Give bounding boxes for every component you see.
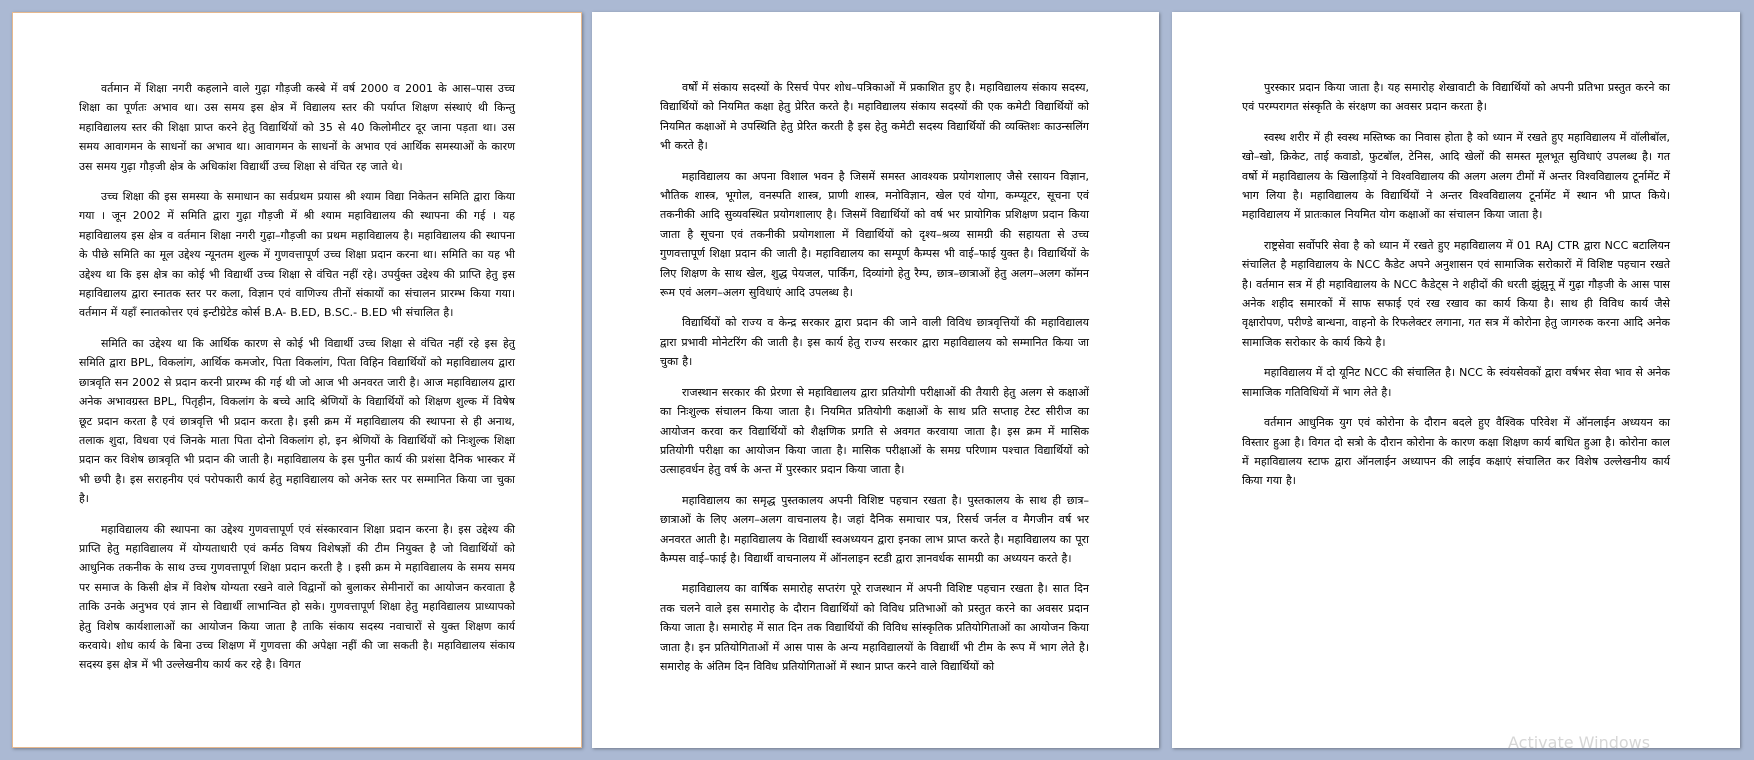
- activation-watermark: Activate Windows: [1508, 733, 1651, 752]
- paragraph: राजस्थान सरकार की प्रेरणा से महाविद्यालय द्वारा प्रतियोगी परीक्षाओं की तैयारी हेतु अलग से कक्षाओं का निःशुल्क संचालन किया जाता है। नियमित प्रतियोगी कक्षाओं के साथ प्रति सप्ताह टेस्ट सीरीज का आयोजन करवा कर विद्यार्थियों को शैक्षणिक प्रगति से अवगत करवाया जाता है। इस क्रम में मासिक प्रतियोगी परीक्षा का आयोजन किया जाता है। मासिक परीक्षाओं के समग्र परिणाम पश्चात विद्यार्थियों को उत्साहवर्धन हेतु वर्ष के अन्त में पुरस्कार प्रदान किया जाता है।: [660, 385, 1089, 477]
- paragraph: वर्षों में संकाय सदस्यों के रिसर्च पेपर शोध–पत्रिकाओं में प्रकाशित हुए है। महाविद्यालय संकाय सदस्य, विद्यार्थियों को नियमित कक्षा हेतु प्रेरित करते है। महाविद्यालय संकाय सदस्यों की एक कमेटी विद्यार्थियों को नियमित कक्षाओं मे उपस्थिति हेतु प्रेरित करती है इस हेतु कमेटी सदस्य विद्यार्थियों की व्यक्तिशः काउन्सलिंग भी करते है।: [660, 81, 1089, 153]
- paragraph: उच्च शिक्षा की इस समस्या के समाधान का सर्वप्रथम प्रयास श्री श्याम विद्या निकेतन समिति द्वारा किया गया । जून 2002 में समिति द्वारा गुढ़ा गौड़जी में श्री श्याम महाविद्यालय की स्थापना की गई । यह महाविद्यालय इस क्षेत्र व वर्तमान शिक्षा नगरी गुढ़ा–गौड़जी का प्रथम महाविद्यालय है। महाविद्यालय की स्थापना के पीछे समिति का मूल उद्देश्य न्यूनतम शुल्क में गुणवत्तापूर्ण उच्च शिक्षा प्रदान करना था। समिति का यह भी उद्देश्य था कि इस क्षेत्र का कोई भी विद्यार्थी उच्च शिक्षा से वंचित नहीं रहे। उपर्युक्त उद्देश्य की प्राप्ति हेतु इस महाविद्यालय द्वारा स्नातक स्तर पर कला, विज्ञान एवं वाणिज्य तीनों संकायों का संचालन प्रारम्भ किया गया। वर्तमान में यहाँ स्नातकोत्तर एवं इन्टीग्रेटेड कोर्स B.A- B.ED, B.SC.- B.ED भी संचालित है।: [79, 190, 515, 320]
- paragraph: राष्ट्रसेवा सर्वोपरि सेवा है को ध्यान में रखते हुए महाविद्यालय में 01 RAJ CTR द्वारा NCC बटालियन संचालित है महाविद्यालय के NCC कैडेट अपने अनुशासन एवं सामाजिक सरोकारों में विशिष्ट पहचान रखते है। वर्तमान सत्र में ही महाविद्यालय के NCC कैडेट्स ने शहीदों की धरती झुंझुनू में गुढ़ा गौड़जी के आस पास अनेक शहीद समारकों में साफ सफाई एवं रख रखाव का कार्य किया है। साथ ही विविध कार्य जैसे वृक्षारोपण, परीण्डे बान्धना, वाहनो के रिफलेक्टर लगाना, गत सत्र में कोरोना हेतु जागरुक करना आदि अनेक सामाजिक सरोकार के कार्य किये है।: [1242, 238, 1670, 349]
- paragraph: महाविद्यालय का वार्षिक समारोह सप्तरंग पूरे राजस्थान में अपनी विशिष्ट पहचान रखता है। सात दिन तक चलने वाले इस समारोह के दौरान विद्यार्थियों को विविध प्रतिभाओं को प्रस्तुत करने का अवसर प्रदान किया जाता है। समारोह में सात दिन तक विद्यार्थियों की विविध सांस्कृतिक प्रतियोगिताओं का आयोजन किया जाता है। इन प्रतियोगिताओं में आस पास के अन्य महाविद्यालयों के विद्यार्थी भी टीम के रूप में भाग लेते है। समारोह के अंतिम दिन विविध प्रतियोगिताओं में स्थान प्राप्त करने वाले विद्यार्थियों को: [660, 582, 1089, 673]
- paragraph: स्वस्थ शरीर में ही स्वस्थ मस्तिष्क का निवास होता है को ध्यान में रखते हुए महाविद्यालय में वॉलीबॉल, खो–खो, क्रिकेट, ताई कवाडो, फुटबॉल, टेनिस, आदि खेलों की समस्त मूलभूत सुविधाएं उपलब्ध है। गत वर्षो में महाविद्यालय के खिलाड़ियों ने विश्वविद्यालय की अलग अलग टीमों में अन्तर विश्वविद्यालय टूर्नामेंट में भाग लिया है। महाविद्यालय के विद्यार्थियों ने अन्तर विश्वविद्यालय टूर्नामेंट में स्थान भी प्राप्त किये। महाविद्यालय में प्रातःकाल नियमित योग कक्षाओं का संचालन किया जाता है।: [1242, 130, 1670, 222]
- paragraph: महाविद्यालय की स्थापना का उद्देश्य गुणवत्तापूर्ण एवं संस्कारवान शिक्षा प्रदान करना है। इस उद्देश्य की प्राप्ति हेतु महाविद्यालय में योग्यताधारी एवं कर्मठ विषय विशेषज्ञों की टीम नियुक्त है जो विद्यार्थियों को आधुनिक तकनीक के साथ उच्च गुणवत्तापूर्ण शिक्षा प्रदान करती है । इसी क्रम मे महाविद्यालय के समय समय पर समाज के किसी क्षेत्र में विशेष योग्यता रखने वाले विद्वानों को बुलाकर सेमीनारों का आयोजन करवाता है ताकि उनके अनुभव एवं ज्ञान से विद्यार्थी लाभान्वित हो सके। गुणवत्तापूर्ण शिक्षा हेतु महाविद्यालय प्राध्यापको हेतु विशेष कार्यशालाओं का आयोजन किया जाता है ताकि संकाय सदस्य नवाचारों से युक्त शिक्षण कार्य करवाये। शोध कार्य के बिना उच्च शिक्षण में गुणवत्ता की अपेक्षा नहीं की जा सकती है। महाविद्यालय संकाय सदस्य इस क्षेत्र में भी उल्लेखनीय कार्य कर रहे है। विगत: [79, 522, 515, 672]
- document-page-3: [1172, 12, 1740, 748]
- paragraph: वर्तमान आधुनिक युग एवं कोरोना के दौरान बदले हुए वैश्विक परिवेश में ऑनलाईन अध्ययन का विस्तार हुआ है। विगत दो सत्रो के दौरान कोरोना के कारण कक्षा शिक्षण कार्य बाधित हुआ है। कोरोना काल में महाविद्यालय स्टाफ द्वारा ऑनलाईन अध्यापन की लाईव कक्षाएं संचालित कर विशेष उल्लेखनीय कार्य किया गया है।: [1242, 416, 1670, 488]
- paragraph: पुरस्कार प्रदान किया जाता है। यह समारोह शेखावाटी के विद्यार्थियों को अपनी प्रतिभा प्रस्तुत करने का एवं परम्परागत संस्कृति के संरक्षण का अवसर प्रदान करता है।: [1242, 81, 1670, 114]
- paragraph: समिति का उद्देश्य था कि आर्थिक कारण से कोई भी विद्यार्थी उच्च शिक्षा से वंचित नहीं रहे इस हेतु समिति द्वारा BPL, विकलांग, आर्थिक कमजोर, पिता विकलांग, पिता विहिन विद्यार्थियों को महाविद्यालय द्वारा छात्रवृति सन 2002 से प्रदान करनी प्रारम्भ की गई थी जो आज भी अनवरत जारी है। आज महाविद्यालय द्वारा अनेक अभावग्रस्त BPL, पितृहीन, विकलांग के बच्चे आदि श्रेणियों के विद्यार्थियों को शिक्षण शुल्क में विषेष छूट प्रदान करता है एवं छात्रवृत्ति भी प्रदान करता है। इसी क्रम में महाविद्यालय की स्थापना से ही अनाथ, तलाक शुदा, विधवा एवं जिनके माता पिता दोनो विकलांग हो, इन श्रेणियों के विद्यार्थियों को निःशुल्क शिक्षा प्रदान कर विशेष छात्रवृति भी प्रदान की जाती है। महाविद्यालय के इस पुनीत कार्य की प्रशंसा दैनिक भास्कर में भी छपी है। इस सराहनीय एवं परोपकारी कार्य हेतु महाविद्यालय को अनेक स्तर पर सम्मानित किया जा चुका है।: [79, 336, 515, 506]
- paragraph: महाविद्यालय का अपना विशाल भवन है जिसमें समस्त आवश्यक प्रयोगशालाए जैसे रसायन विज्ञान, भौतिक शास्त्र, भूगोल, वनस्पति शास्त्र, प्राणी शास्त्र, मनोविज्ञान, खेल एवं योगा, कम्प्यूटर, सूचना एवं तकनीकी आदि सुव्यवस्थित प्रयोगशालाए है। जिसमें विद्यार्थियों को वर्ष भर प्रायोगिक प्रशिक्षण प्रदान किया जाता है सूचना एवं तकनीकी प्रयोगशाला में विद्यार्थियों को दृश्य–श्रव्य सामग्री की सहायता से उच्च गुणवत्तापूर्ण शिक्षा प्रदान की जाती है। महाविद्यालय का सम्पूर्ण कैम्पस भी वाई–फाई युक्त है। विद्यार्थियों के लिए शिक्षण के साथ खेल, शुद्ध पेयजल, पार्किंग, दिव्यांगो हेतु रैम्प, छात्र–छात्राओं हेतु अलग–अलग कॉमन रूम एवं अलग–अलग सुविधाएं आदि उपलब्ध है।: [660, 169, 1089, 300]
- paragraph: वर्तमान में शिक्षा नगरी कहलाने वाले गुढ़ा गौड़जी कस्बे में वर्ष 2000 व 2001 के आस–पास उच्च शिक्षा का पूर्णतः अभाव था। उस समय इस क्षेत्र में विद्यालय स्तर की पर्याप्त शिक्षण संस्थाएं थी किन्तु महाविद्यालय स्तर की शिक्षा प्राप्त करने हेतु विद्यार्थियों को 35 से 40 किलोमीटर दूर जाना पड़ता था। उस समय आवागमन के साधनों का अभाव था। आवागमन के साधनों के अभाव एवं आर्थिक समस्याओं के कारण उस समय गुढ़ा गौड़जी क्षेत्र के अधिकांश विद्यार्थी उच्च शिक्षा से वंचित रह जाते थे।: [79, 82, 515, 173]
- document-page-2: [592, 12, 1159, 748]
- paragraph: महाविद्यालय का समृद्ध पुस्तकालय अपनी विशिष्ट पहचान रखता है। पुस्तकालय के साथ ही छात्र–छात्राओं के लिए अलग–अलग वाचनालय है। जहां दैनिक समाचार पत्र, रिसर्च जर्नल व मैगजीन वर्ष भर अनवरत आती है। महाविद्यालय के विद्यार्थी स्वअध्ययन द्वारा इनका लाभ प्राप्त करते है। महाविद्यालय का पूरा कैम्पस वाई–फाई है। विद्यार्थी वाचनालय में ऑनलाइन स्टडी द्वारा ज्ञानवर्धक सामग्री का अध्ययन करते है।: [660, 493, 1089, 565]
- document-page-1: [12, 12, 582, 748]
- paragraph: महाविद्यालय में दो यूनिट NCC की संचालित है। NCC के स्वंयसेवकों द्वारा वर्षभर सेवा भाव से अनेक सामाजिक गतिविधियों में भाग लेते है।: [1242, 366, 1670, 399]
- paragraph: विद्यार्थियों को राज्य व केन्द्र सरकार द्वारा प्रदान की जाने वाली विविध छात्रवृत्तियों की महाविद्यालय द्वारा प्रभावी मोनेटरिंग की जाती है। इस कार्य हेतु राज्य सरकार द्वारा महाविद्यालय को सम्मानित किया जा चुका है।: [660, 316, 1089, 369]
